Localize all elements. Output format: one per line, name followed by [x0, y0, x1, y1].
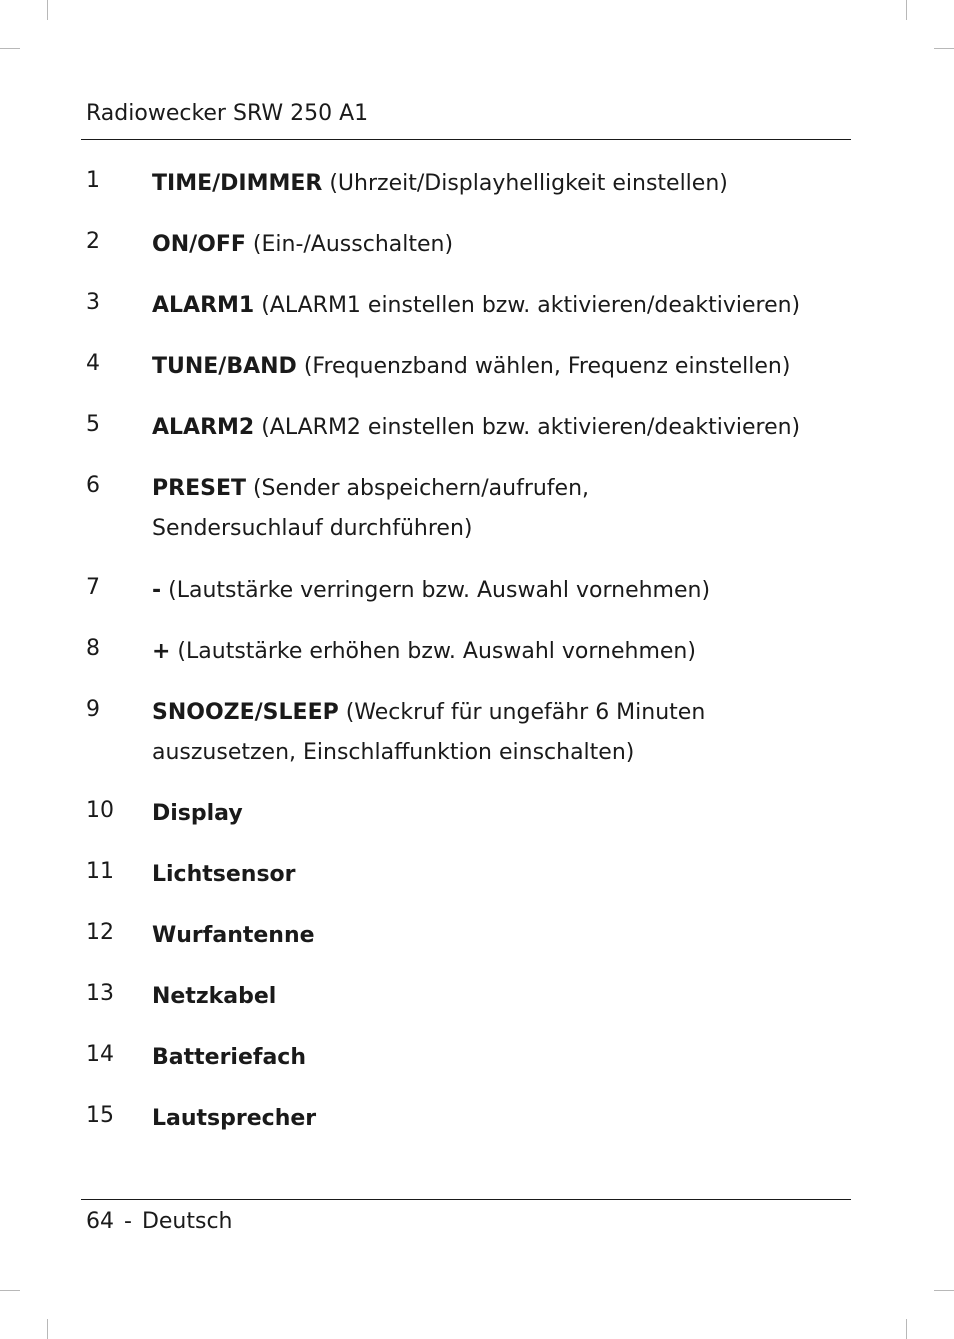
item-text — [152, 347, 842, 387]
item-description: (Ein-/Ausschalten) — [245, 232, 454, 257]
item-number: 11 — [86, 859, 114, 884]
crop-mark-bottom-left — [47, 1319, 48, 1339]
item-text — [152, 632, 842, 672]
item-number: 2 — [86, 229, 100, 254]
item-term: SNOOZE/SLEEP — [152, 700, 339, 725]
item-term: ON/OFF — [152, 232, 246, 257]
item-number: 9 — [86, 697, 100, 722]
page-footer — [86, 1208, 233, 1236]
footer-separator: - — [124, 1209, 132, 1234]
item-text — [152, 1099, 842, 1139]
crop-mark-right-bottom — [934, 1290, 954, 1291]
item-text — [152, 225, 842, 265]
item-number: 6 — [86, 473, 100, 498]
item-text — [152, 794, 842, 834]
item-description: (Lautstärke verringern bzw. Auswahl vornehmen) — [161, 578, 711, 603]
item-description: (Frequenzband wählen, Frequenz einstellen) — [296, 354, 791, 379]
item-text — [152, 1038, 842, 1078]
item-text — [152, 408, 842, 448]
item-term: Wurfantenne — [152, 923, 315, 948]
item-number: 5 — [86, 412, 100, 437]
item-text — [152, 916, 842, 956]
item-number: 8 — [86, 636, 100, 661]
header-rule — [81, 139, 851, 140]
item-term: + — [152, 639, 171, 664]
item-description: (Uhrzeit/Displayhelligkeit einstellen) — [322, 171, 728, 196]
item-term: Netzkabel — [152, 984, 277, 1009]
item-term: Display — [152, 801, 243, 826]
item-term: ALARM1 — [152, 293, 255, 318]
item-number: 4 — [86, 351, 100, 376]
item-description: (Sender abspeichern/aufrufen, Sendersuchlauf durchführen) — [152, 476, 590, 541]
item-term: TIME/DIMMER — [152, 171, 323, 196]
page-header-title: Radiowecker SRW 250 A1 — [86, 101, 369, 126]
item-description: (ALARM2 einstellen bzw. aktivieren/deaktivieren) — [254, 415, 801, 440]
item-term: ALARM2 — [152, 415, 255, 440]
footer-language: Deutsch — [141, 1209, 233, 1234]
footer-rule — [81, 1199, 851, 1200]
item-description: (ALARM1 einstellen bzw. aktivieren/deaktivieren) — [254, 293, 801, 318]
item-number: 7 — [86, 575, 100, 600]
item-term: - — [152, 578, 162, 603]
crop-mark-right-top — [934, 48, 954, 49]
item-term: PRESET — [152, 476, 246, 501]
crop-mark-top-left — [47, 0, 48, 20]
item-text — [152, 164, 842, 204]
crop-mark-bottom-right — [906, 1319, 907, 1339]
item-number: 1 — [86, 168, 100, 193]
item-description: (Lautstärke erhöhen bzw. Auswahl vornehmen) — [170, 639, 696, 664]
item-text — [152, 977, 842, 1017]
item-text — [152, 693, 852, 773]
item-number: 12 — [86, 920, 114, 945]
item-text — [152, 286, 842, 326]
item-term: Batteriefach — [152, 1045, 306, 1070]
item-number: 15 — [86, 1103, 114, 1128]
item-number: 14 — [86, 1042, 114, 1067]
item-description: (Weckruf für ungefähr 6 Minuten auszusetzen, Einschlaffunktion einschalten) — [152, 700, 706, 765]
item-term: TUNE/BAND — [152, 354, 297, 379]
crop-mark-top-right — [906, 0, 907, 20]
item-text — [152, 855, 842, 895]
item-term: Lautsprecher — [152, 1106, 317, 1131]
item-text — [152, 571, 842, 611]
crop-mark-left-bottom — [0, 1290, 20, 1291]
crop-mark-left-top — [0, 48, 20, 49]
item-term: Lichtsensor — [152, 862, 296, 887]
item-text — [152, 469, 752, 549]
item-number: 3 — [86, 290, 100, 315]
item-number: 13 — [86, 981, 114, 1006]
item-number: 10 — [86, 798, 114, 823]
page-number: 64 — [86, 1209, 114, 1234]
